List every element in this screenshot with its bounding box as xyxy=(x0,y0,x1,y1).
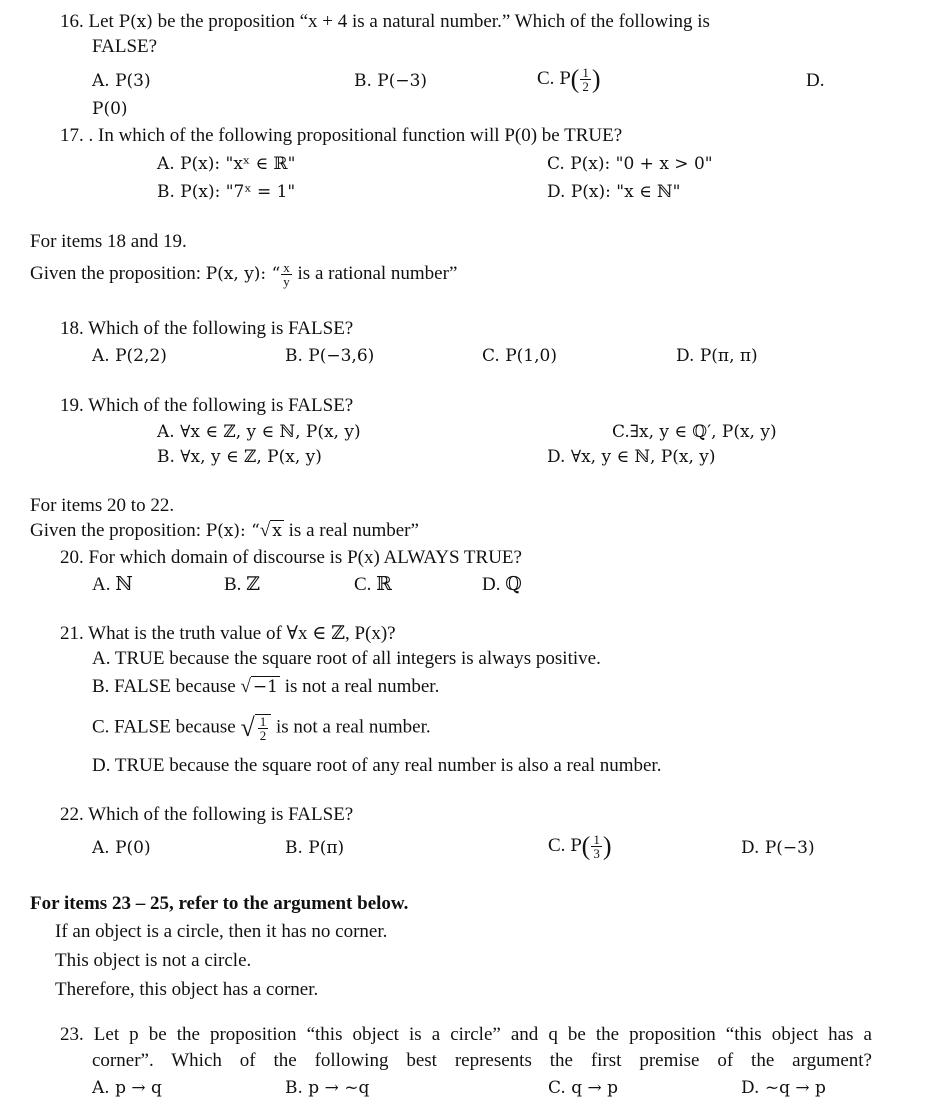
q16-option-d: D. xyxy=(806,70,825,91)
q18-option-d: D. P(π, π) xyxy=(676,346,758,366)
q16-option-d-cont: P(0) xyxy=(92,99,128,119)
given2-p: P(x): “ xyxy=(205,521,260,541)
items-20-22-intro: For items 20 to 22. xyxy=(30,495,175,516)
argument-premise-2: This object is not a circle. xyxy=(55,950,252,971)
question-16-stem-line2: FALSE? xyxy=(92,36,158,57)
q23-option-a: A. p → q xyxy=(92,1078,162,1098)
given-den: y xyxy=(283,274,290,289)
q17-option-a: A. P(x): "xˣ ∈ ℝ" xyxy=(157,154,296,174)
q22-c-num: 1 xyxy=(593,832,600,847)
q19-option-a: A. ∀x ∈ ℤ, y ∈ ℕ, P(x, y) xyxy=(157,422,361,442)
q16-stem-suffix: be the proposition “x + 4 is a natural number.” Which of the following is xyxy=(152,11,710,32)
q16-c-fraction xyxy=(580,66,591,93)
items-18-19-intro: For items 18 and 19. xyxy=(30,231,187,252)
given-fraction xyxy=(281,261,292,288)
q21-b-radicand: −1 xyxy=(252,677,278,697)
q23-option-d: D. ~q → p xyxy=(741,1078,826,1098)
q21-option-b xyxy=(92,675,439,699)
q23-line1-text: 23. Let p be the proposition “this object is a circle” and q be the proposition “this object has a xyxy=(60,1024,872,1045)
question-18-stem: 18. Which of the following is FALSE? xyxy=(60,318,354,339)
q17-option-b: B. P(x): "7ˣ = 1" xyxy=(157,182,296,202)
q16-px: P(x) xyxy=(118,12,153,32)
sqrt-symbol: √ xyxy=(240,676,251,697)
q17-option-c: C. P(x): "0 + x > 0" xyxy=(547,154,713,174)
sqrt-symbol: √ xyxy=(240,713,255,742)
question-17-stem: 17. . In which of the following propositional function will P(0) be TRUE? xyxy=(60,125,623,146)
q22-c-fraction xyxy=(591,833,602,860)
question-22-stem: 22. Which of the following is FALSE? xyxy=(60,804,354,825)
items-23-25-intro: For items 23 – 25, refer to the argument below. xyxy=(30,893,409,914)
q22-c-p: P xyxy=(570,835,582,856)
q23-option-b: B. p → ~q xyxy=(285,1078,370,1098)
q16-stem-prefix: 16. Let xyxy=(60,11,119,32)
q16-c-den: 2 xyxy=(582,79,589,94)
q18-option-b: B. P(−3,6) xyxy=(285,346,375,366)
question-20-stem: 20. For which domain of discourse is P(x) ALWAYS TRUE? xyxy=(60,547,522,568)
given-num: x xyxy=(283,260,290,275)
q22-option-c: C. P( $\frac{1}{3}$ ) xyxy=(548,831,612,861)
q18-option-c: C. P(1,0) xyxy=(482,346,557,366)
argument-conclusion: Therefore, this object has a corner. xyxy=(55,979,319,1000)
question-23-stem-line2 xyxy=(92,1049,872,1073)
q22-c-den: 3 xyxy=(593,846,600,861)
question-16-stem xyxy=(60,10,872,34)
q23-line2-text: corner”. Which of the following best represents the first premise of the argument? xyxy=(92,1050,872,1071)
q16-option-c: C. P( $\frac{1}{2}$ ) xyxy=(537,64,601,94)
q21-c-prefix: C. FALSE because xyxy=(92,716,241,738)
given2-suffix: is a real number” xyxy=(283,520,419,541)
q16-option-b: B. P(−3) xyxy=(354,71,428,91)
question-19-stem: 19. Which of the following is FALSE? xyxy=(60,395,354,416)
q21-option-d: D. TRUE because the square root of any real number is also a real number. xyxy=(92,755,662,776)
q16-c-label: C. xyxy=(537,67,560,89)
q20-option-b: B. ℤ xyxy=(224,574,261,595)
given2-radicand: x xyxy=(272,521,282,541)
given2-prefix: Given the proposition: xyxy=(30,520,206,541)
q21-c-radicand xyxy=(255,714,272,742)
items-20-22-given xyxy=(30,519,419,543)
q22-option-d: D. P(−3) xyxy=(741,838,815,858)
q20-option-a: A. ℕ xyxy=(92,574,133,595)
q23-option-c: C. q → p xyxy=(548,1078,619,1098)
q22-option-b: B. P(π) xyxy=(285,838,345,858)
q21-c-den: 2 xyxy=(259,728,267,743)
q16-option-a: A. P(3) xyxy=(92,71,151,91)
q21-b-suffix: is not a real number. xyxy=(279,676,440,697)
q19-option-d: D. ∀x, y ∈ ℕ, P(x, y) xyxy=(547,447,716,467)
q21-c-num: 1 xyxy=(259,714,267,729)
q20-option-d: D. ℚ xyxy=(482,574,522,595)
q19-option-b: B. ∀x, y ∈ ℤ, P(x, y) xyxy=(157,447,322,467)
given-prefix: Given the proposition: xyxy=(30,262,206,284)
q22-option-a: A. P(0) xyxy=(92,838,151,858)
q19-option-c: C.∃x, y ∈ ℚ′, P(x, y) xyxy=(612,422,777,442)
argument-premise-1: If an object is a circle, then it has no corner. xyxy=(55,921,388,942)
sqrt-symbol: √ xyxy=(259,520,271,541)
q20-option-c: C. ℝ xyxy=(354,574,392,595)
question-23-stem-line1 xyxy=(60,1023,872,1047)
q16-c-p: P xyxy=(559,68,571,89)
q21-c-suffix: is not a real number. xyxy=(271,716,431,738)
items-18-19-given xyxy=(30,261,457,288)
q16-c-num: 1 xyxy=(582,65,589,80)
question-21-stem: 21. What is the truth value of ∀x ∈ ℤ, P(x)? xyxy=(60,623,396,644)
given-p: P(x, y): “ xyxy=(205,263,281,284)
q21-option-a: A. TRUE because the square root of all integers is always positive. xyxy=(92,648,601,669)
given-suffix: is a rational number” xyxy=(292,262,458,284)
q22-c-label: C. xyxy=(548,834,571,856)
q21-option-c xyxy=(92,714,431,742)
q18-option-a: A. P(2,2) xyxy=(92,346,167,366)
q21-b-prefix: B. FALSE because xyxy=(92,676,241,697)
q17-option-d: D. P(x): "x ∈ ℕ" xyxy=(547,182,681,202)
